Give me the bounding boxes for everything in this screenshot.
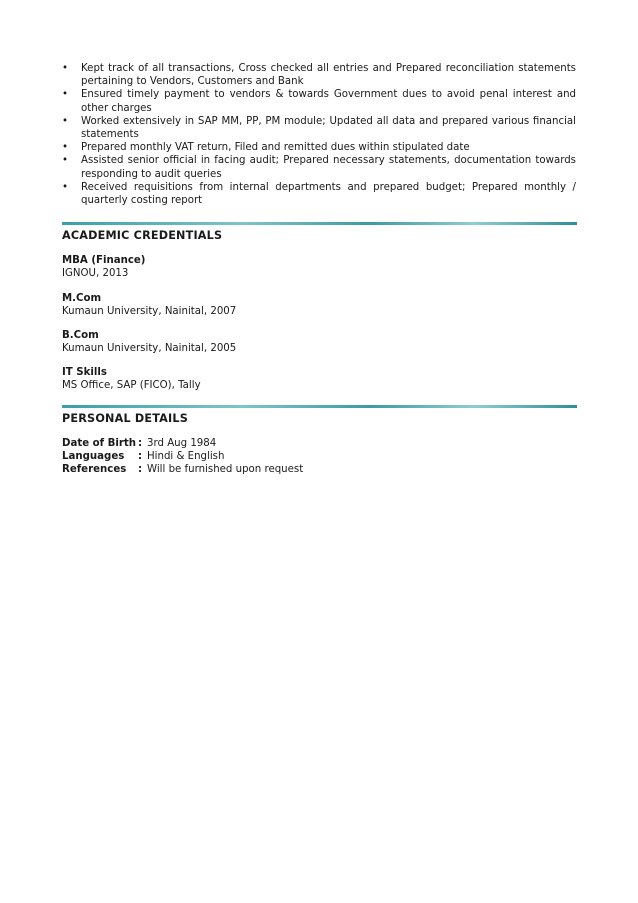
bullet-icon: • <box>62 155 69 167</box>
bullet-icon: • <box>62 63 69 74</box>
degree-name: B.Com <box>62 330 99 341</box>
detail-row <box>62 463 303 476</box>
bullet-icon: • <box>62 142 69 154</box>
academic-section-title: ACADEMIC CREDENTIALS <box>62 229 223 242</box>
list-item: • Assisted senior official in facing audit; Prepared necessary statements, documentation towards responding to audit queries <box>62 155 576 180</box>
skills-label: IT Skills <box>62 367 107 378</box>
bullet-icon: • <box>62 115 69 127</box>
responsibilities-list <box>62 62 576 207</box>
detail-value: Hindi & English <box>147 451 225 462</box>
list-item: • Kept track of all transactions, Cross checked all entries and Prepared reconciliation statements pertaining to Vendors, Customers and Bank <box>62 63 576 88</box>
detail-label: Date of Birth <box>62 438 137 449</box>
section-divider <box>62 222 577 225</box>
detail-row <box>62 437 303 450</box>
personal-section-title: PERSONAL DETAILS <box>62 412 188 425</box>
detail-value: Will be furnished upon request <box>147 464 304 475</box>
credential-entry <box>62 254 145 280</box>
credential-entry <box>62 366 201 392</box>
institution-name: Kumaun University, Nainital, 2005 <box>62 343 237 354</box>
list-item: • Worked extensively in SAP MM, PP, PM module; Updated all data and prepared various financial statements <box>62 115 576 141</box>
detail-row <box>62 450 303 463</box>
credential-entry <box>62 292 236 318</box>
detail-label: Languages <box>62 451 125 462</box>
degree-name: MBA (Finance) <box>62 255 146 266</box>
detail-colon: : <box>138 451 143 462</box>
degree-name: M.Com <box>62 293 102 304</box>
list-item: • Ensured timely payment to vendors & towards Government dues to avoid penal interest and other charges <box>62 89 576 114</box>
credential-entry <box>62 329 236 355</box>
personal-details-table <box>62 437 303 476</box>
list-item: • Prepared monthly VAT return, Filed and remitted dues within stipulated date <box>62 142 470 154</box>
detail-value: 3rd Aug 1984 <box>147 438 217 449</box>
institution-name: IGNOU, 2013 <box>62 268 129 279</box>
skills-value: MS Office, SAP (FICO), Tally <box>62 380 201 391</box>
list-item: • Received requisitions from internal departments and prepared budget; Prepared monthly / quarterly costing report <box>62 181 576 207</box>
section-divider <box>62 405 577 408</box>
detail-label: References <box>62 464 127 475</box>
bullet-icon: • <box>62 181 69 193</box>
institution-name: Kumaun University, Nainital, 2007 <box>62 306 237 317</box>
bullet-icon: • <box>62 89 69 101</box>
detail-colon: : <box>138 438 143 449</box>
detail-colon: : <box>138 464 143 475</box>
